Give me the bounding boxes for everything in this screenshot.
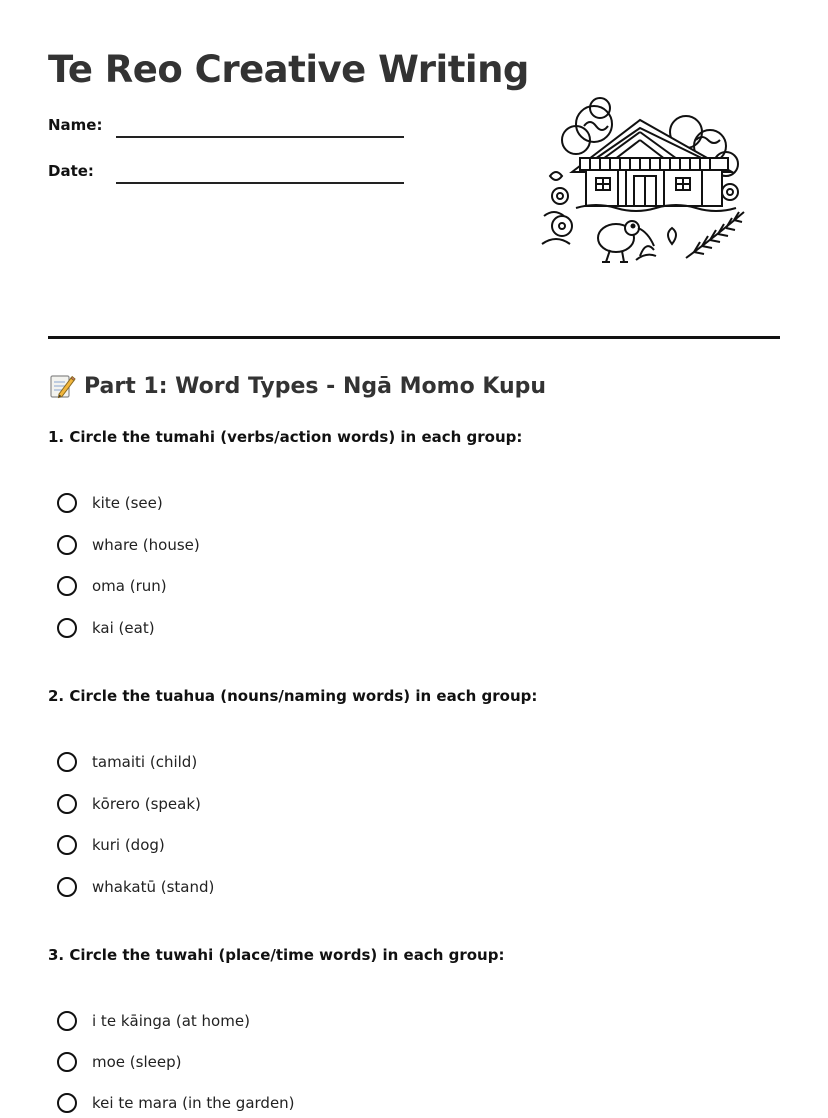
q3-option-1[interactable] bbox=[57, 1008, 250, 1034]
option-circle[interactable] bbox=[57, 1052, 77, 1072]
option-circle[interactable] bbox=[57, 752, 77, 772]
q2-option-4[interactable] bbox=[57, 874, 214, 900]
q3-option-3[interactable] bbox=[57, 1090, 295, 1116]
wharenui-illustration-icon bbox=[536, 96, 752, 268]
q3-option-2[interactable] bbox=[57, 1049, 181, 1075]
q2-option-1[interactable] bbox=[57, 749, 197, 775]
part1-heading bbox=[48, 372, 546, 400]
question-2-prompt: 2. Circle the tuahua (nouns/naming words) in each group: bbox=[48, 687, 538, 705]
part1-heading-text: Part 1: Word Types - Ngā Momo Kupu bbox=[84, 373, 547, 399]
section-divider bbox=[48, 336, 780, 339]
name-line[interactable] bbox=[116, 136, 404, 138]
q1-option-2[interactable] bbox=[57, 532, 200, 558]
option-circle[interactable] bbox=[57, 794, 77, 814]
q2-option-2[interactable] bbox=[57, 791, 201, 817]
q1-option-3[interactable] bbox=[57, 573, 167, 599]
option-circle[interactable] bbox=[57, 576, 77, 596]
q2-option-3[interactable] bbox=[57, 832, 165, 858]
option-label: kei te mara (in the garden) bbox=[92, 1094, 295, 1112]
option-circle[interactable] bbox=[57, 493, 77, 513]
date-line[interactable] bbox=[116, 182, 404, 184]
option-label: kōrero (speak) bbox=[92, 795, 201, 813]
option-label: i te kāinga (at home) bbox=[92, 1012, 250, 1030]
date-label: Date: bbox=[48, 162, 94, 180]
option-label: whare (house) bbox=[92, 536, 200, 554]
option-circle[interactable] bbox=[57, 1011, 77, 1031]
option-circle[interactable] bbox=[57, 877, 77, 897]
option-label: moe (sleep) bbox=[92, 1053, 182, 1071]
option-label: kuri (dog) bbox=[92, 836, 165, 854]
memo-icon bbox=[48, 372, 76, 400]
question-3-prompt: 3. Circle the tuwahi (place/time words) in each group: bbox=[48, 946, 505, 964]
question-1-prompt: 1. Circle the tumahi (verbs/action words) in each group: bbox=[48, 428, 523, 446]
option-circle[interactable] bbox=[57, 618, 77, 638]
q1-option-4[interactable] bbox=[57, 615, 155, 641]
page-title: Te Reo Creative Writing bbox=[48, 48, 529, 91]
option-circle[interactable] bbox=[57, 1093, 77, 1113]
option-label: kai (eat) bbox=[92, 619, 155, 637]
q1-option-1[interactable] bbox=[57, 490, 163, 516]
option-label: kite (see) bbox=[92, 494, 163, 512]
option-label: whakatū (stand) bbox=[92, 878, 215, 896]
name-label: Name: bbox=[48, 116, 103, 134]
option-label: oma (run) bbox=[92, 577, 167, 595]
option-circle[interactable] bbox=[57, 835, 77, 855]
option-circle[interactable] bbox=[57, 535, 77, 555]
option-label: tamaiti (child) bbox=[92, 753, 198, 771]
